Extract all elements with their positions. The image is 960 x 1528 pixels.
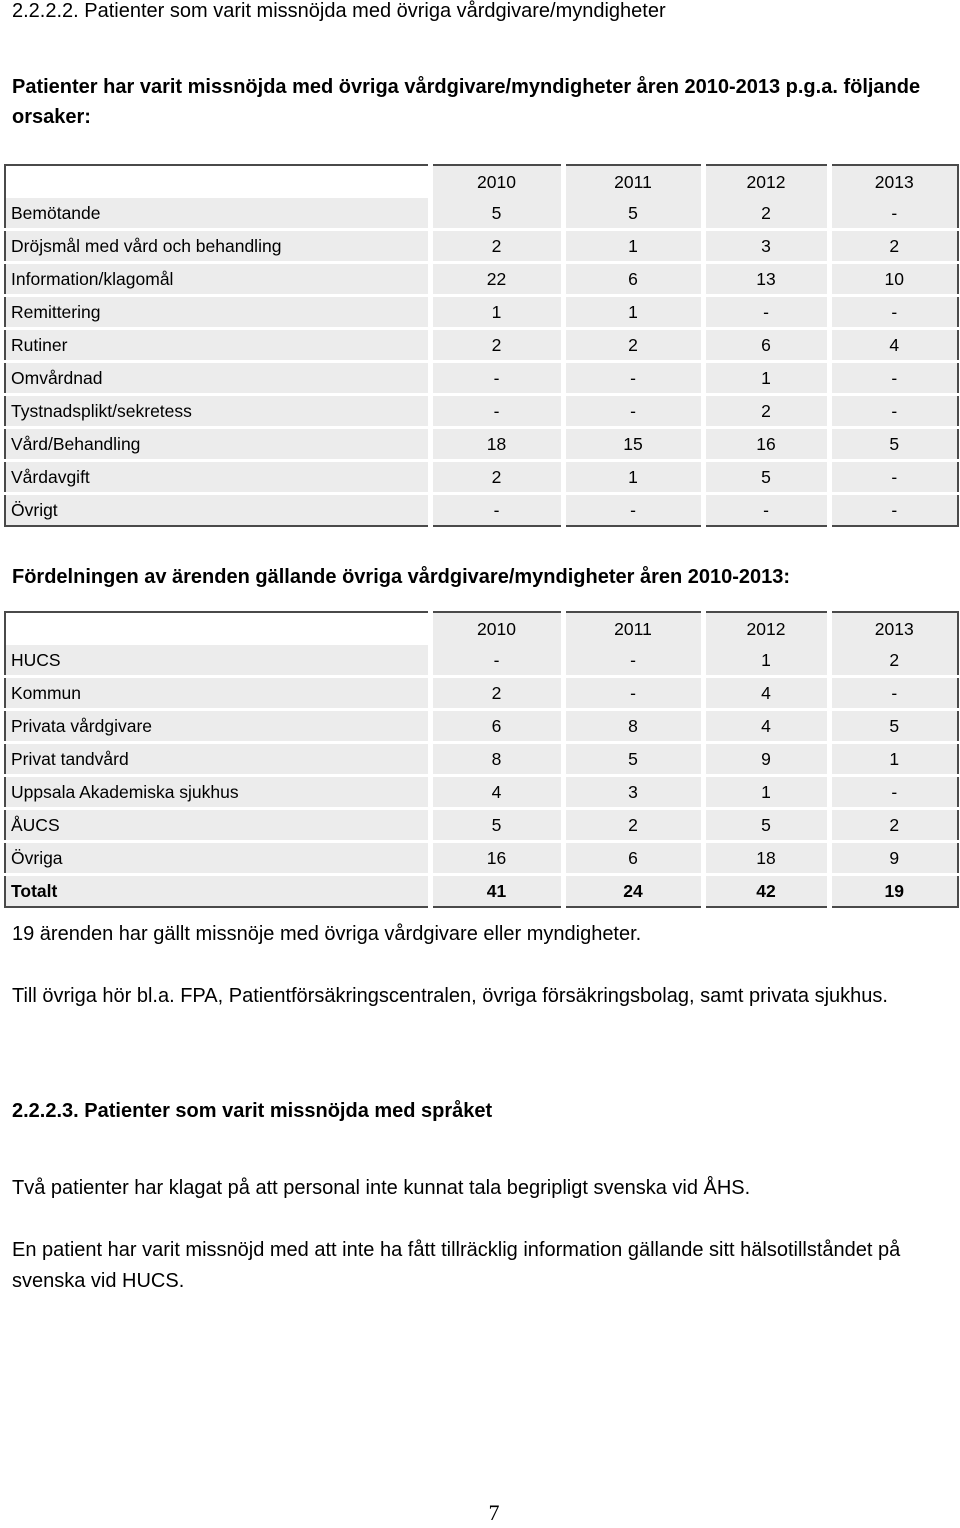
cell-value: - (829, 494, 958, 527)
paragraph-language-complaints: Två patienter har klagat på att personal inte kunnat tala begripligt svenska vid ÅHS. (12, 1177, 751, 1199)
cell-value: 6 (563, 263, 703, 296)
cell-value: 15 (563, 428, 703, 461)
paragraph-information-complaint: En patient har varit missnöjd med att inte ha fått tillräcklig information gällande sitt hälsotillståndet på svenska vid HUCS. (12, 1239, 901, 1292)
cell-value: 1 (703, 776, 829, 809)
table-row (5, 710, 958, 743)
cell-value: 2 (703, 198, 829, 230)
cell-value: 2 (430, 461, 563, 494)
cell-value: 9 (703, 743, 829, 776)
cell-value: - (563, 645, 703, 677)
cell-value: 2 (829, 230, 958, 263)
cell-value: 16 (430, 842, 563, 875)
header-empty-cell (5, 165, 430, 198)
cell-value: 1 (563, 230, 703, 263)
cell-value: 4 (703, 677, 829, 710)
cell-value: - (829, 776, 958, 809)
cell-value: 6 (430, 710, 563, 743)
table-row (5, 362, 958, 395)
cell-value: 18 (703, 842, 829, 875)
table-row (5, 494, 958, 527)
cell-value: 2 (703, 395, 829, 428)
table-row (5, 395, 958, 428)
cell-value: 1 (703, 362, 829, 395)
cell-value: 5 (563, 743, 703, 776)
cell-value: - (703, 494, 829, 527)
cell-value: 5 (430, 809, 563, 842)
cell-value: 2 (430, 230, 563, 263)
cell-value: 22 (430, 263, 563, 296)
cell-value: 4 (829, 329, 958, 362)
cell-value: 1 (829, 743, 958, 776)
table-row (5, 645, 958, 677)
header-empty-cell (5, 612, 430, 645)
cell-value: - (829, 677, 958, 710)
cell-value: 5 (703, 461, 829, 494)
cell-value: - (829, 461, 958, 494)
row-label: Uppsala Akademiska sjukhus (5, 776, 430, 809)
cell-value: 6 (703, 329, 829, 362)
cell-value: 1 (703, 645, 829, 677)
table-row (5, 842, 958, 875)
cell-value: 5 (829, 428, 958, 461)
cell-value: - (430, 494, 563, 527)
cell-value: 5 (829, 710, 958, 743)
row-label: Vårdavgift (5, 461, 430, 494)
cell-value: 4 (703, 710, 829, 743)
year-header: 2010 (430, 165, 563, 198)
year-header: 2010 (430, 612, 563, 645)
table-row (5, 875, 958, 908)
cell-value: - (563, 362, 703, 395)
cell-value: - (563, 677, 703, 710)
table-row (5, 809, 958, 842)
cell-value: - (430, 645, 563, 677)
cell-value: - (829, 362, 958, 395)
row-label: Kommun (5, 677, 430, 710)
table-header-row (5, 165, 958, 198)
cell-value: - (430, 395, 563, 428)
cell-value: 24 (563, 875, 703, 908)
cell-value: 8 (430, 743, 563, 776)
year-header: 2013 (829, 165, 958, 198)
table-row (5, 263, 958, 296)
table-row (5, 743, 958, 776)
cell-value: 10 (829, 263, 958, 296)
row-label: Tystnadsplikt/sekretess (5, 395, 430, 428)
year-header: 2013 (829, 612, 958, 645)
cell-value: - (703, 296, 829, 329)
row-label: Dröjsmål med vård och behandling (5, 230, 430, 263)
cell-value: 42 (703, 875, 829, 908)
cell-value: 19 (829, 875, 958, 908)
paragraph-total-cases: 19 ärenden har gällt missnöje med övriga vårdgivare eller myndigheter. (12, 923, 642, 945)
cell-value: - (563, 395, 703, 428)
row-label: Övrigt (5, 494, 430, 527)
year-header: 2012 (703, 165, 829, 198)
row-label: Privata vårdgivare (5, 710, 430, 743)
cell-value: - (829, 296, 958, 329)
table-row (5, 198, 958, 230)
cell-value: 2 (563, 329, 703, 362)
table-row (5, 329, 958, 362)
row-label: Vård/Behandling (5, 428, 430, 461)
cell-value: 3 (563, 776, 703, 809)
intro-paragraph: Patienter har varit missnöjda med övriga vårdgivare/myndigheter åren 2010-2013 p.g.a. följande orsaker: (12, 76, 921, 128)
distribution-subheading: Fördelningen av ärenden gällande övriga vårdgivare/myndigheter åren 2010-2013: (12, 566, 791, 588)
table-row (5, 677, 958, 710)
cell-value: 18 (430, 428, 563, 461)
cell-value: 4 (430, 776, 563, 809)
section-heading-2-2-2-2: 2.2.2.2. Patienter som varit missnöjda med övriga vårdgivare/myndigheter (12, 0, 666, 22)
cell-value: 2 (563, 809, 703, 842)
cell-value: - (430, 362, 563, 395)
cell-value: 2 (829, 645, 958, 677)
row-label: Privat tandvård (5, 743, 430, 776)
cell-value: 5 (430, 198, 563, 230)
cell-value: 5 (703, 809, 829, 842)
row-label: Totalt (5, 875, 430, 908)
year-header: 2012 (703, 612, 829, 645)
table-row (5, 461, 958, 494)
cell-value: - (829, 198, 958, 230)
row-label: Information/klagomål (5, 263, 430, 296)
page-number: 7 (488, 1500, 500, 1525)
paragraph-others: Till övriga hör bl.a. FPA, Patientförsäkringscentralen, övriga försäkringsbolag, samt privata sjukhus. (12, 985, 888, 1007)
cell-value: 1 (563, 296, 703, 329)
cell-value: 1 (563, 461, 703, 494)
cell-value: - (829, 395, 958, 428)
cell-value: 6 (563, 842, 703, 875)
cell-value: 5 (563, 198, 703, 230)
table-header-row (5, 612, 958, 645)
row-label: ÅUCS (5, 809, 430, 842)
cell-value: 13 (703, 263, 829, 296)
causes-table (4, 164, 959, 527)
cell-value: 1 (430, 296, 563, 329)
cell-value: 16 (703, 428, 829, 461)
table-row (5, 230, 958, 263)
row-label: Rutiner (5, 329, 430, 362)
cell-value: 2 (430, 329, 563, 362)
row-label: Omvårdnad (5, 362, 430, 395)
cell-value: 2 (829, 809, 958, 842)
cell-value: 8 (563, 710, 703, 743)
table-row (5, 776, 958, 809)
table-row (5, 296, 958, 329)
cell-value: 41 (430, 875, 563, 908)
cell-value: 2 (430, 677, 563, 710)
distribution-table (4, 611, 959, 908)
year-header: 2011 (563, 165, 703, 198)
cell-value: 3 (703, 230, 829, 263)
row-label: HUCS (5, 645, 430, 677)
cell-value: 9 (829, 842, 958, 875)
row-label: Bemötande (5, 198, 430, 230)
year-header: 2011 (563, 612, 703, 645)
section-heading-2-2-2-3: 2.2.2.3. Patienter som varit missnöjda med språket (12, 1100, 493, 1122)
cell-value: - (563, 494, 703, 527)
row-label: Remittering (5, 296, 430, 329)
table-row (5, 428, 958, 461)
row-label: Övriga (5, 842, 430, 875)
